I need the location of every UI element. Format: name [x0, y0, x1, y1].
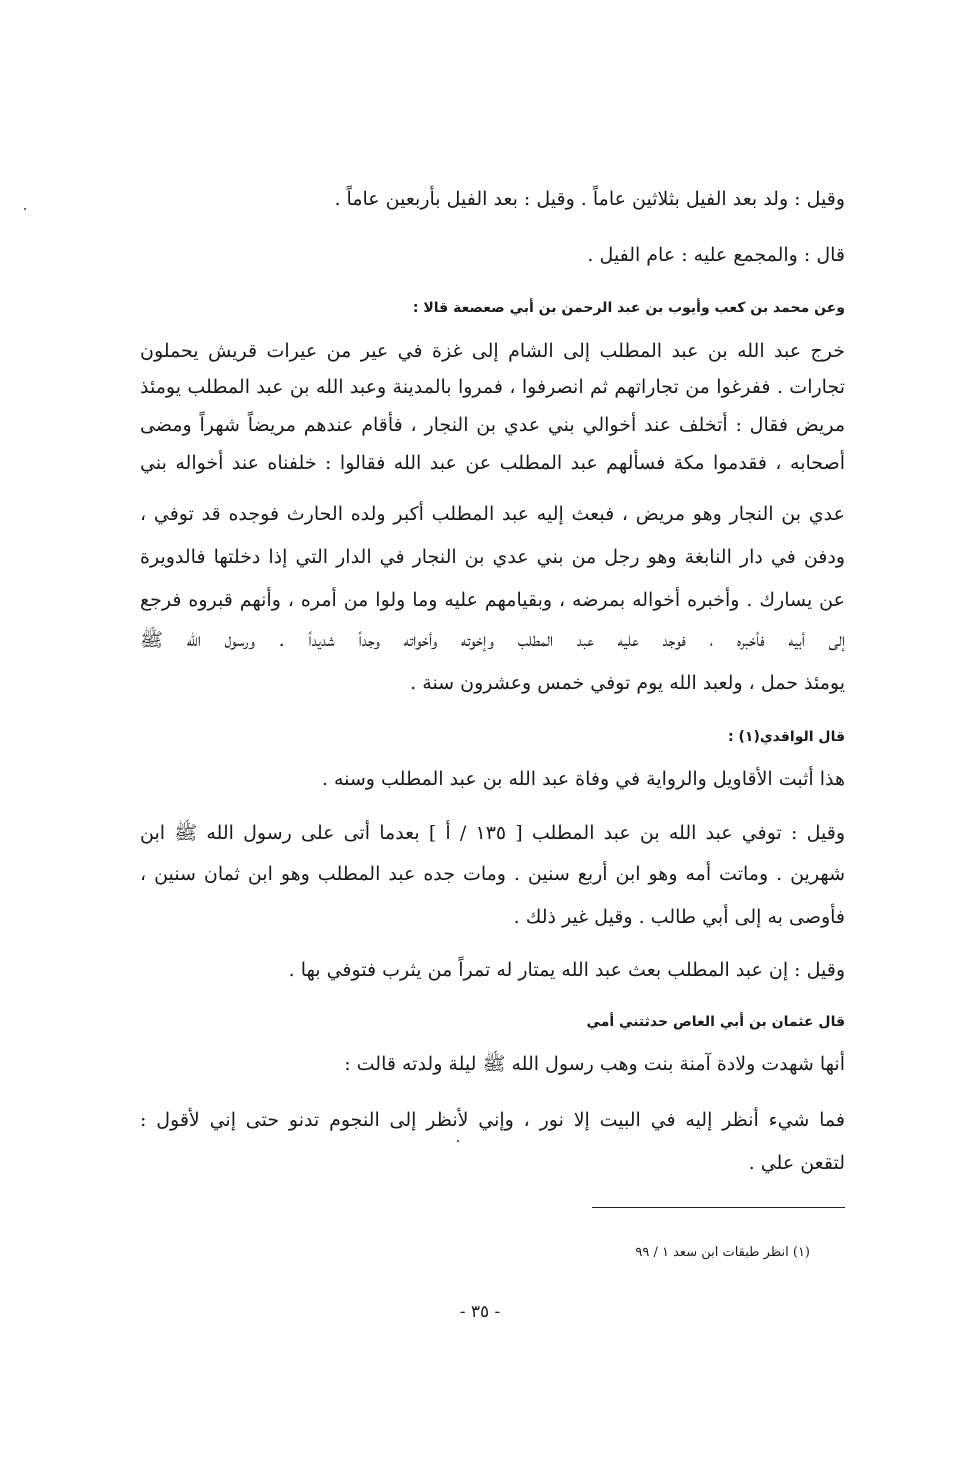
- text-line: خرج عبد الله بن عبد المطلب إلى الشام إلى غزة في عير من عيرات قريش يحملون: [140, 340, 845, 362]
- text-line: عن يسارك . وأخبره أخواله بمرضه ، وبقيامهم عليه وما ولوا من أمره ، وأنهم قبروه فرجع: [140, 589, 845, 611]
- text-line: أصحابه ، فقدموا مكة فسألهم عبد المطلب عن عبد الله فقالوا : خلفناه عند أخواله بني: [140, 452, 845, 474]
- text-line: عدي بن النجار وهو مريض ، فبعث إليه عبد المطلب أكبر ولده الحارث فوجده قد توفي ،: [140, 503, 845, 525]
- section-heading: قال الواقدي(١) :: [728, 729, 845, 745]
- text-line: هذا أثبت الأقاويل والرواية في وفاة عبد الله بن عبد المطلب وسنه .: [321, 768, 845, 790]
- footnote: (١) انظر طبقات ابن سعد ١ / ٩٩: [635, 1245, 810, 1260]
- text-line: فأوصى به إلى أبي طالب . وقيل غير ذلك .: [513, 906, 845, 928]
- text-line: يومئذ حمل ، ولعبد الله يوم توفي خمس وعشرون سنة .: [410, 672, 845, 694]
- text-line: ودفن في دار النابغة وهو رجل من بني عدي بن النجار في الدار التي إذا دخلتها فالدويرة: [140, 546, 845, 568]
- text-line: فما شيء أنظر إليه في البيت إلا نور ، وإني لأنظر إلى النجوم تدنو حتى إني لأقول :: [140, 1109, 845, 1131]
- text-line: إلى أبيه فأخبره ، فوجد عليه عبد المطلب وإخوته وأخواته وجداً شديداً . ورسول الله ﷺ: [140, 629, 845, 651]
- footnote-separator: [592, 1207, 845, 1208]
- text-line: لتقعن علي .: [748, 1152, 845, 1174]
- text-line: أنها شهدت ولادة آمنة بنت وهب رسول الله ﷺ ليلة ولدته قالت :: [344, 1053, 845, 1075]
- text-line: تجارات . ففرغوا من تجاراتهم ثم انصرفوا ، فمروا بالمدينة وعبد الله بن عبد المطلب يومئذ: [140, 376, 845, 398]
- text-line: وقيل : توفي عبد الله بن عبد المطلب [ ١٣٥ / أ ] بعدما أتى على رسول الله ﷺ ابن: [140, 822, 845, 844]
- text-line: مريض فقال : أتخلف عند أخوالي بني عدي بن النجار ، فأقام عندهم مريضاً شهراً ومضى: [140, 414, 845, 436]
- text-line: وقيل : إن عبد المطلب بعث عبد الله يمتار له تمراً من يثرب فتوفي بها .: [288, 959, 845, 981]
- page-number: - ٣٥ -: [459, 1302, 501, 1322]
- section-heading: قال عثمان بن أبي العاص حدثتني أمي: [586, 1014, 845, 1030]
- text-line: شهرين . وماتت أمه وهو ابن أربع سنين . ومات جده عبد المطلب وهو ابن ثمان سنين ،: [140, 863, 845, 885]
- scan-speck: [24, 208, 26, 210]
- text-line: قال : والمجمع عليه : عام الفيل .: [587, 244, 845, 266]
- scan-speck: [457, 1140, 459, 1142]
- section-heading: وعن محمد بن كعب وأيوب بن عبد الرحمن بن أبي صعصعة قالا :: [412, 300, 845, 316]
- text-line: وقيل : ولد بعد الفيل بثلاثين عاماً . وقيل : بعد الفيل بأربعين عاماً .: [334, 188, 845, 210]
